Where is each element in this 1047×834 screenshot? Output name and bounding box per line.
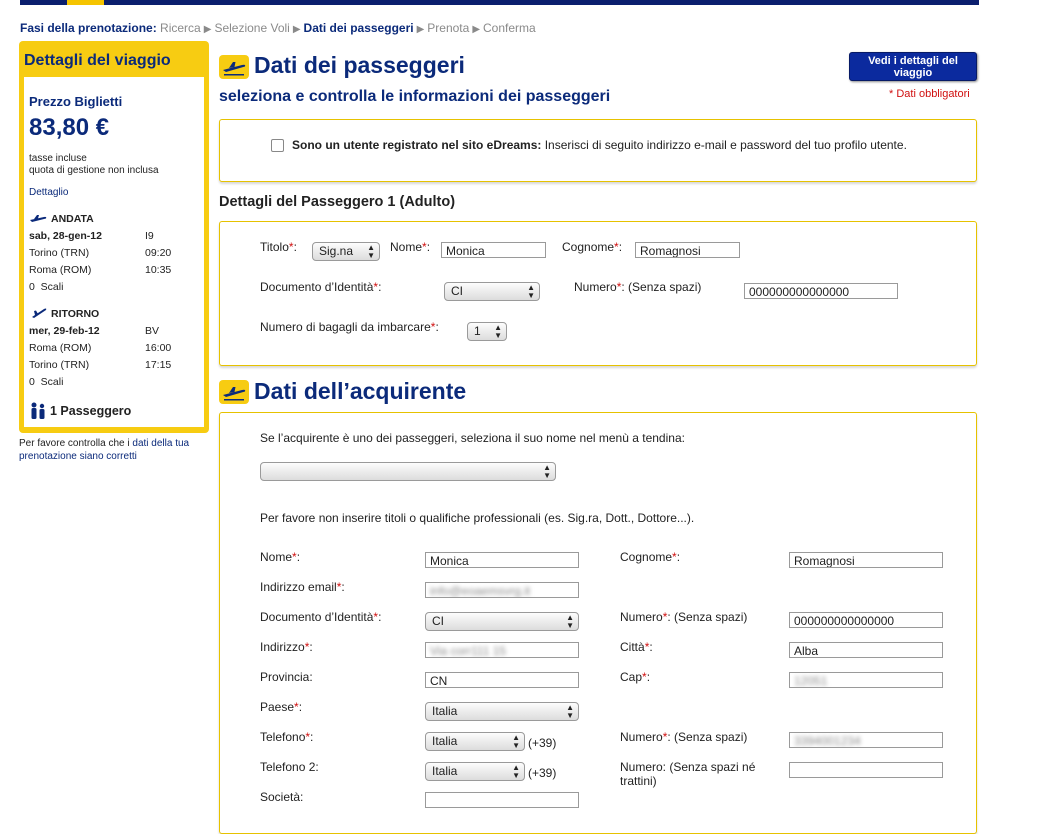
buyer-cap-input[interactable] [789,672,943,688]
plane-icon [219,380,249,404]
required-star: * [614,240,619,254]
return-code: BV [145,325,160,337]
bags-label: Numero di bagagli da imbarcare*: [260,320,439,334]
step-dati-passeggeri: Dati dei passeggeri [303,21,414,35]
plane-icon [219,55,249,79]
required-star: * [662,730,668,744]
return-stops: 0 Scali [29,376,64,388]
passenger-count: 1 Passeggero [50,404,132,418]
buyer-country-select[interactable] [425,702,579,721]
buyer-name-label: Nome*: [260,550,301,564]
name-label-text: Nome [390,240,423,254]
outbound-heading: ANDATA [51,213,94,225]
document-type-value: CI [451,284,463,298]
title-label-text: Titolo [260,240,289,254]
step-conferma: Conferma [483,21,536,35]
buyer-company-input[interactable] [425,792,579,808]
buyer-phone-number-hint: : (Senza spazi) [667,730,748,744]
document-type-select[interactable] [444,282,540,301]
buyer-document-number-label [620,610,747,624]
buyer-city-input[interactable]: Alba [789,642,943,658]
required-star: * [422,240,427,254]
buyer-select-note: Se l’acquirente è uno dei passeggeri, seleziona il suo nome nel menù a tendina: [260,431,685,445]
return-to-time: 17:15 [145,359,172,371]
select-arrows-icon: ▲ ▼ [512,733,520,750]
return-from-time: 16:00 [145,342,172,354]
buyer-phone2-country-select[interactable] [425,762,525,781]
sidebar-title: Dettagli del viaggio [24,52,171,69]
price-detail-link[interactable]: Dettaglio [29,187,69,198]
required-star: * [294,700,299,714]
passenger-name-input[interactable]: Monica [441,242,546,258]
buyer-phone2-number-input[interactable] [789,762,943,778]
required-star: * [644,640,650,654]
buyer-phone2-number-label: Numero: (Senza spazi né [620,760,756,774]
buyer-address-input[interactable] [425,642,579,658]
return-date: mer, 29-feb-12 [29,325,100,337]
select-arrows-icon: ▲ ▼ [543,463,551,480]
buyer-phone-label: Telefono*: [260,730,314,744]
buyer-address-label-text: Indirizzo [260,640,305,654]
fee-note: quota di gestione non inclusa [29,165,159,176]
buyer-document-label-text: Documento d’Identità [260,610,374,624]
required-star: * [305,730,311,744]
required-star: * [336,580,342,594]
arrow-right-icon: ▶ [416,24,425,35]
buyer-phone2-country-value: Italia [432,764,458,778]
view-trip-details-button[interactable] [849,52,977,81]
required-star: * [288,240,294,254]
document-label-text: Documento d’Identità [260,280,374,294]
buyer-city-label-text: Città [620,640,645,654]
buyer-phone2-label: Telefono 2: [260,760,319,774]
check-note-link[interactable]: dati della tua [132,438,190,449]
return-heading: RITORNO [51,308,100,320]
document-number-label-text: Numero [574,280,617,294]
buyer-cap-label-text: Cap [620,670,643,684]
passenger-1-heading: Dettagli del Passeggero 1 (Adulto) [219,194,456,210]
buyer-phone2-prefix: (+39) [528,766,557,780]
buyer-country-label-text: Paese [260,700,295,714]
title-select[interactable] [312,242,380,261]
registered-user-checkbox[interactable] [271,139,284,152]
registered-user-hint: Inserisci di seguito indirizzo e-mail e password del tuo profilo utente. [544,138,907,152]
buyer-phone-prefix: (+39) [528,736,557,750]
buyer-address-value: Via corr111 15 [430,644,507,658]
outbound-code: I9 [145,230,154,242]
document-label: Documento d’Identità*: [260,280,382,294]
outbound-date: sab, 28-gen-12 [29,230,102,242]
arrow-right-icon: ▶ [292,24,301,35]
price-label: Prezzo Biglietti [29,94,123,109]
select-arrows-icon: ▲ ▼ [494,323,502,340]
buyer-province-label: Provincia: [260,670,313,684]
outbound-plane-icon [29,213,47,227]
bags-select-value: 1 [474,324,481,338]
buyer-address-label: Indirizzo*: [260,640,313,654]
document-number-input[interactable]: 000000000000000 [744,283,898,299]
buyer-title: Dati dell’acquirente [254,378,467,404]
ticket-price: 83,80 € [29,114,110,141]
arrow-right-icon: ▶ [472,24,481,35]
booking-steps-breadcrumb [20,21,536,35]
registered-user-text [292,138,907,152]
required-star: * [304,640,310,654]
buyer-city-label: Città*: [620,640,653,654]
outbound-from: Torino (TRN) [29,247,90,259]
buyer-surname-input[interactable]: Romagnosi [789,552,943,568]
registered-user-bold: Sono un utente registrato nel sito eDreams: [292,138,542,152]
buyer-surname-label-text: Cognome [620,550,673,564]
buyer-email-label: Indirizzo email*: [260,580,345,594]
passengers-title: Dati dei passeggeri [254,52,465,78]
title-label: Titolo*: [260,240,297,254]
steps-label: Fasi della prenotazione: [20,21,157,35]
buyer-document-number-input[interactable]: 000000000000000 [789,612,943,628]
required-star: * [642,670,647,684]
return-plane-icon [31,307,47,322]
buyer-document-label: Documento d’Identità*: [260,610,382,624]
arrow-right-icon: ▶ [203,24,212,35]
outbound-to: Roma (ROM) [29,264,92,276]
title-select-value: Sig.na [319,244,354,258]
check-note-link-2[interactable]: prenotazione siano corretti [19,451,137,462]
view-trip-details-label: Vedi i dettagli del viaggio [868,55,958,79]
buyer-document-number-label-text: Numero [620,610,663,624]
buyer-province-input[interactable]: CN [425,672,579,688]
surname-label-text: Cognome [562,240,615,254]
buyer-cap-value: 12051 [794,674,828,688]
no-titles-note: Per favore non inserire titoli o qualifiche professionali (es. Sig.ra, Dott., Dottore...). [260,511,695,525]
buyer-country-value: Italia [432,704,458,718]
step-selezione-voli[interactable]: Selezione Voli [214,21,290,35]
select-arrows-icon: ▲ ▼ [512,763,520,780]
buyer-phone-country-value: Italia [432,734,458,748]
buyer-document-select[interactable] [425,612,579,631]
step-prenota: Prenota [427,21,470,35]
document-number-hint: : (Senza spazi) [621,280,702,294]
buyer-cap-label: Cap*: [620,670,651,684]
return-to: Torino (TRN) [29,359,90,371]
required-star: * [373,280,379,294]
required-star: * [616,280,622,294]
required-star: * [373,610,379,624]
buyer-email-input[interactable] [425,582,579,598]
bags-select[interactable] [467,322,507,341]
buyer-phone-label-text: Telefono [260,730,306,744]
check-note-text: Per favore controlla che i [19,438,130,449]
buyer-phone2-number-label-2: trattini) [620,774,657,788]
select-arrows-icon: ▲ ▼ [566,703,574,720]
buyer-document-number-hint: : (Senza spazi) [667,610,748,624]
outbound-from-time: 09:20 [145,247,172,259]
buyer-phone-number-label-text: Numero [620,730,663,744]
buyer-phone-number-value: 3394001234 [794,734,861,748]
top-navigation-active-tab[interactable] [67,0,104,5]
tax-note: tasse incluse [29,153,87,164]
check-note [19,438,189,449]
buyer-surname-label: Cognome*: [620,550,681,564]
passengers-subtitle: seleziona e controlla le informazioni dei passeggeri [219,88,611,105]
outbound-stops: 0 Scali [29,281,64,293]
buyer-phone-number-label [620,730,747,744]
required-star: * [662,610,668,624]
passenger-people-icon [30,402,47,423]
passenger-surname-input[interactable]: Romagnosi [635,242,740,258]
select-arrows-icon: ▲ ▼ [566,613,574,630]
outbound-to-time: 10:35 [145,264,172,276]
top-navigation-bar [20,0,979,5]
buyer-email-label-text: Indirizzo email [260,580,337,594]
document-number-label [574,280,701,294]
buyer-phone-country-select[interactable] [425,732,525,751]
surname-label: Cognome*: [562,240,623,254]
buyer-country-label: Paese*: [260,700,303,714]
buyer-company-label: Società: [260,790,304,804]
buyer-phone-number-input[interactable] [789,732,943,748]
buyer-name-input[interactable]: Monica [425,552,579,568]
required-star: * [672,550,677,564]
required-star: * [430,320,436,334]
select-arrows-icon: ▲ ▼ [527,283,535,300]
buyer-document-value: CI [432,614,444,628]
buyer-email-value: info@eoaemsvrg.it [430,584,531,598]
return-from: Roma (ROM) [29,342,92,354]
required-star: * [292,550,297,564]
buyer-passenger-select[interactable] [260,462,556,481]
bags-label-text: Numero di bagagli da imbarcare [260,320,431,334]
select-arrows-icon: ▲ ▼ [367,243,375,260]
name-label: Nome*: [390,240,431,254]
buyer-name-label-text: Nome [260,550,293,564]
step-ricerca[interactable]: Ricerca [160,21,201,35]
required-fields-note: * Dati obbligatori [889,88,970,100]
